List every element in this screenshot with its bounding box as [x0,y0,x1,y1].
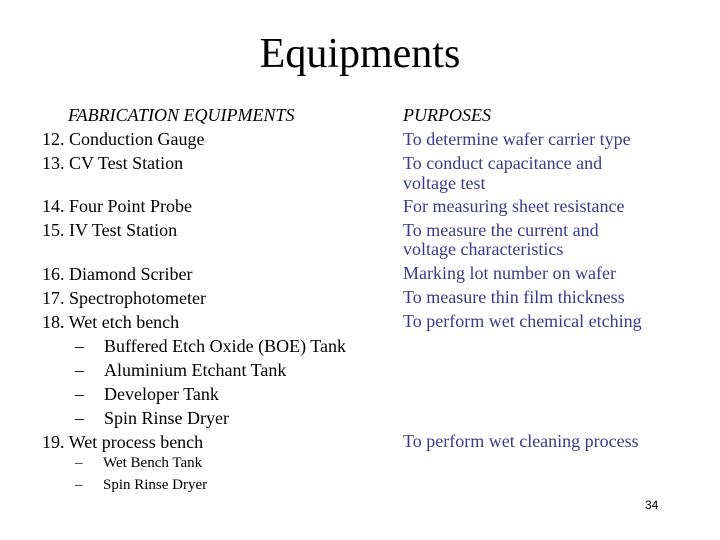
purpose-19: To perform wet cleaning process [403,431,639,451]
sub-item-developer-tank [75,382,219,406]
equipment-item-13: 13. CV Test Station [42,153,184,173]
equipment-item-15: 15. IV Test Station [42,220,178,240]
sub-item-label: Developer Tank [104,384,219,404]
equipment-header: FABRICATION EQUIPMENTS [68,105,295,125]
sub-item-label: Spin Rinse Dryer [103,477,208,493]
slide-title: Equipments [259,31,461,77]
sub-item-spin-rinse-dryer-2 [75,474,207,496]
equipment-item-14: 14. Four Point Probe [42,196,193,216]
sub-item-boe-tank [75,334,346,358]
purpose-14: For measuring sheet resistance [403,196,625,216]
equipment-item-12: 12. Conduction Gauge [42,129,205,149]
sub-item-label: Aluminium Etchant Tank [104,360,287,380]
dash-bullet: – [75,384,84,404]
equipment-item-17: 17. Spectrophotometer [42,288,206,308]
sub-item-label: Wet Bench Tank [103,455,203,471]
purpose-18: To perform wet chemical etching [403,311,642,331]
purposes-header: PURPOSES [403,105,491,125]
equipment-item-19: 19. Wet process bench [42,432,204,452]
purpose-17: To measure thin film thickness [403,287,625,307]
sub-item-label: Spin Rinse Dryer [104,408,229,428]
purpose-16: Marking lot number on wafer [403,263,616,283]
dash-bullet: – [75,477,83,493]
equipment-item-16: 16. Diamond Scriber [42,264,193,284]
purpose-13-line2: voltage test [403,173,486,193]
purpose-12: To determine wafer carrier type [403,129,631,149]
equipment-item-18: 18. Wet etch bench [42,312,180,332]
purpose-15-line1: To measure the current and [403,220,599,240]
dash-bullet: – [75,455,83,471]
purpose-13-line1: To conduct capacitance and [403,153,603,173]
dash-bullet: – [75,408,84,428]
page-number: 34 [645,498,659,512]
purpose-15-line2: voltage characteristics [403,239,564,259]
dash-bullet: – [75,336,84,356]
sub-item-label: Buffered Etch Oxide (BOE) Tank [104,336,347,356]
dash-bullet: – [75,360,84,380]
sub-item-aluminium-tank [75,358,286,382]
sub-item-spin-rinse-dryer [75,406,229,430]
sub-item-wet-bench-tank [75,452,202,474]
